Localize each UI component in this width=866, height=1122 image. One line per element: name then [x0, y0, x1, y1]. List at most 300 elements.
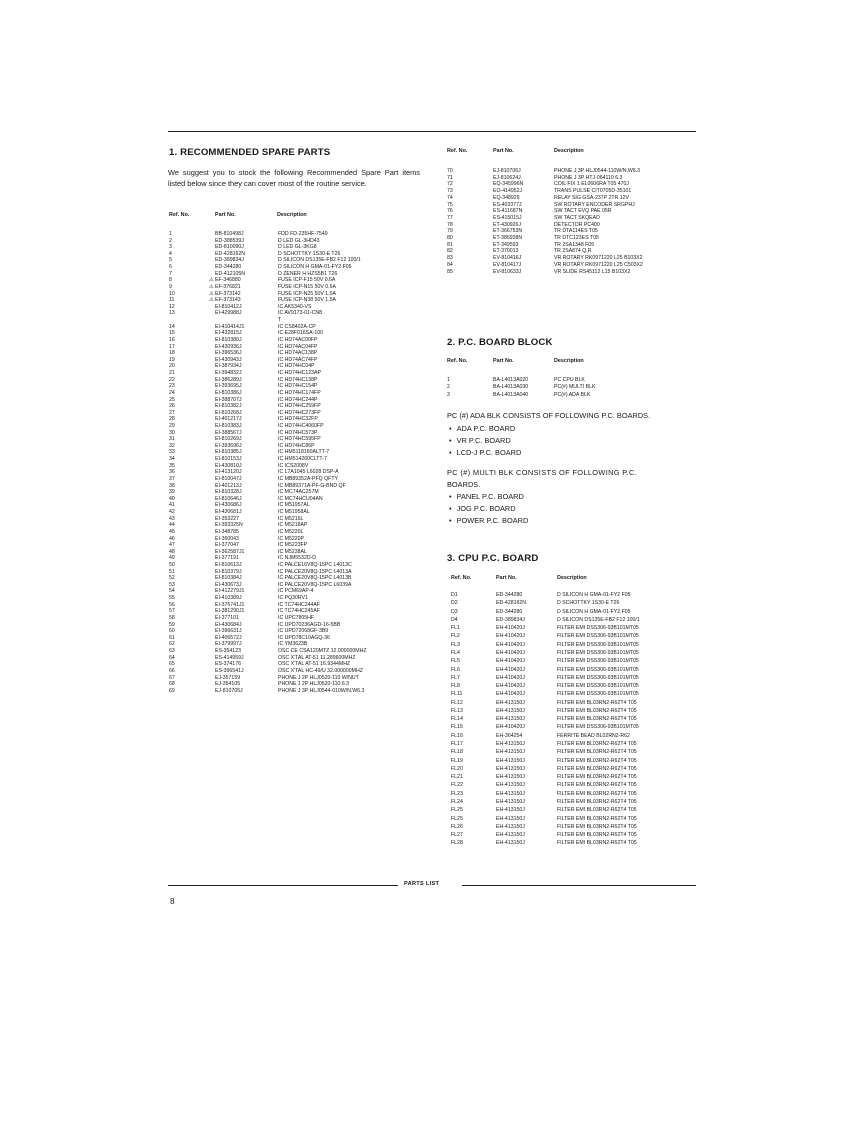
part-no-cell: EH-413150J — [496, 741, 525, 748]
ref-no-cell: 36 — [169, 469, 175, 476]
part-no-cell: ES-403377J — [493, 201, 522, 208]
description-cell: RELAY SIG GSA-237P 2TR 12V — [554, 194, 629, 201]
part-no-cell: BA-L4013A030 — [493, 384, 529, 391]
ref-no-cell: FL15 — [451, 724, 463, 731]
table-row — [447, 600, 709, 607]
part-no-cell: EH-413150J — [496, 799, 525, 805]
table-row — [447, 215, 709, 222]
ref-no-cell: 9 — [169, 283, 172, 290]
footer-rule-left — [168, 885, 398, 886]
part-no-cell: EI-360043 — [215, 535, 239, 542]
part-no-cell: ET-349593 — [493, 241, 519, 248]
description-cell: FILTER EMI DSS306-93B101MT05 — [557, 683, 639, 690]
part-no-cell: EI-810268J — [215, 409, 242, 416]
description-cell: SW ROTARY ENCODER SRGPHJ — [554, 201, 635, 208]
ref-no-cell: 16 — [169, 336, 175, 343]
part-no-cell: EI-412279J1 — [215, 588, 245, 595]
part-no-cell: EI-348785 — [215, 528, 239, 535]
part-no-cell: EH-413150J — [496, 707, 525, 714]
ref-no-cell: 1 — [169, 231, 172, 237]
ref-no-cell: 58 — [169, 614, 175, 621]
ref-no-cell: FL12 — [451, 699, 463, 706]
ref-no-cell: 3 — [447, 391, 450, 398]
ref-no-cell: D2 — [451, 600, 458, 607]
description-cell: D SCHOTTKY 1S30-E T26 — [278, 250, 341, 257]
part-no-cell: EI-377047 — [215, 542, 239, 549]
part-no-cell: EH-410420J — [496, 666, 525, 673]
ref-no-cell: 35 — [169, 462, 175, 469]
description-cell: IC L7A1045 L6028 DSP-A — [278, 469, 339, 476]
table-row — [447, 683, 709, 690]
header-description: Description — [554, 148, 584, 154]
ref-no-cell: FL6 — [451, 666, 460, 673]
description-cell: PC(#) MULTI BLK — [554, 384, 596, 391]
description-cell: IC M5218AP — [278, 522, 308, 529]
part-no-cell: EI-401213J — [215, 482, 242, 489]
ref-no-cell: 65 — [169, 661, 175, 668]
part-no-cell: ED-344280 — [215, 264, 242, 271]
ref-no-cell: 57 — [169, 608, 175, 615]
ref-no-cell: D1 — [451, 592, 458, 598]
part-no-cell: EI-432815J — [215, 330, 242, 337]
table-row — [447, 617, 709, 624]
description-cell: IC AV9173-01-CN8 — [278, 310, 323, 317]
ref-no-cell: 39 — [169, 489, 175, 496]
table-row — [447, 691, 709, 698]
description-cell: FILTER EMI DSS306-93B101MT05 — [557, 649, 639, 656]
description-cell: FILTER EMI DSS306-93B101MT05 — [557, 633, 639, 640]
part-no-cell: EJ-354105 — [215, 681, 241, 688]
ref-no-cell: 81 — [447, 241, 453, 248]
ref-no-cell: FL19 — [451, 757, 463, 764]
description-cell: FILTER EMI BL03RN2-R62T4 T05 — [557, 807, 637, 814]
table-row — [447, 758, 709, 765]
description-cell: FILTER EMI DSS306-93B101MT05 — [557, 724, 639, 731]
header-part-no: Part No. — [493, 148, 514, 154]
ref-no-cell: 29 — [169, 422, 175, 429]
ref-no-cell: 31 — [169, 436, 175, 443]
ref-no-cell: 55 — [169, 595, 175, 602]
part-no-cell: ES-354123 — [215, 648, 241, 655]
description-cell: SW TACT EVQ PAE 05R — [554, 208, 612, 215]
ref-no-cell: 34 — [169, 456, 175, 463]
ref-no-cell: 38 — [169, 482, 175, 489]
part-no-cell: EI-810328J — [215, 489, 242, 496]
part-no-cell: EH-410420J — [496, 649, 525, 656]
description-cell: IC MC74HCU04AN — [278, 495, 323, 502]
part-no-cell: EJ-810705J — [215, 687, 243, 694]
ref-no-cell: FL2 — [451, 633, 460, 640]
description-cell: PHONE J 2P HLJ0520-110 W/NUT — [278, 674, 359, 681]
table-row — [447, 188, 709, 195]
description-cell: FUSE ICP-F15 50V 0.6A — [278, 277, 336, 284]
ref-no-cell: 76 — [447, 208, 453, 215]
part-no-cell: EI-376741J1 — [215, 601, 245, 608]
table-row — [447, 175, 709, 182]
part-no-cell: EH-413150J — [496, 790, 525, 797]
part-no-cell: EV-810416J — [493, 255, 522, 262]
part-no-cell: EI-810047J — [215, 475, 242, 482]
part-no-cell: ET-370013 — [493, 248, 519, 255]
table-row — [447, 642, 709, 649]
description-cell: IC AK5340-VS — [278, 303, 312, 310]
part-no-cell: EH-413150J — [496, 699, 525, 706]
ref-no-cell: 22 — [169, 376, 175, 383]
description-cell: IC HD74HC86P — [278, 442, 315, 449]
table-row — [447, 807, 709, 814]
description-cell: PC CPU BLK — [554, 377, 585, 383]
ref-no-cell: 63 — [169, 648, 175, 655]
part-no-cell: EQ-345996N — [493, 181, 524, 188]
vr-board-item: • VR P.C. BOARD — [449, 435, 511, 447]
description-cell: IC HD74HC32FP — [278, 416, 318, 423]
part-no-cell: EI-353227 — [215, 515, 239, 522]
table-row — [447, 675, 709, 682]
ref-no-cell: 78 — [447, 221, 453, 228]
part-no-cell: EH-410420J — [496, 625, 525, 632]
part-no-cell: BA-L4013A020 — [493, 377, 529, 383]
table-row — [447, 782, 709, 789]
ref-no-cell: 12 — [169, 303, 175, 310]
part-no-cell: EI-396536J — [215, 350, 242, 357]
part-no-cell: EH-364254 — [496, 732, 523, 739]
table-row — [447, 791, 709, 798]
table-row — [447, 377, 709, 384]
description-cell: VR SLIDE RS45112 L15 B103X2 — [554, 268, 631, 275]
description-cell: D SCHOTTKY 1S30-E T26 — [557, 600, 620, 607]
ref-no-cell: 69 — [169, 687, 175, 694]
ref-no-cell: 85 — [447, 268, 453, 275]
ref-no-cell: 45 — [169, 528, 175, 535]
table-row — [447, 774, 709, 781]
ref-no-cell: FL8 — [451, 683, 460, 690]
description-cell: FUSE ICP-N38 50V 1.5A — [278, 297, 336, 304]
ref-no-cell: 26 — [169, 403, 175, 410]
description-cell: PHONE J 3P HLJ0544-110W/N,W6.3 — [554, 168, 641, 174]
table-row — [447, 741, 709, 748]
part-no-cell: ED-412105N — [215, 270, 245, 277]
part-no-cell: EI-430686J — [215, 502, 242, 509]
description-cell: IC HD74HC244P — [278, 396, 318, 403]
ref-no-cell: 52 — [169, 575, 175, 582]
ref-no-cell: 50 — [169, 562, 175, 568]
table-row — [447, 255, 709, 262]
part-no-cell: EH-413150J — [496, 774, 525, 781]
description-cell: IC HD74AC74FP — [278, 356, 318, 363]
ref-no-cell: 60 — [169, 628, 175, 635]
part-no-cell: BB-810498J — [215, 231, 244, 237]
description-cell: IC UPD72068GF-3B9 — [278, 628, 329, 635]
ref-no-cell: 67 — [169, 674, 175, 681]
part-no-cell: EQ-348929 — [493, 194, 520, 201]
ref-no-cell: FL22 — [451, 782, 463, 789]
part-no-cell: EF-376821 — [215, 283, 241, 290]
description-cell: VR ROTARY RK0971220 L25 B103X2 — [554, 255, 643, 262]
part-no-cell: EH-410420J — [496, 633, 525, 640]
table-row — [447, 766, 709, 773]
description-cell: IC UPD70236AGD-16-5BB — [278, 621, 341, 628]
ref-no-cell: 83 — [447, 255, 453, 262]
part-no-cell: EH-410420J — [496, 658, 525, 665]
ref-no-cell: 71 — [447, 174, 453, 181]
part-no-cell: ET-386938N — [493, 235, 523, 241]
ref-no-cell: FL16 — [451, 732, 463, 739]
table-row — [447, 222, 709, 229]
part-no-cell: ES-414959J — [215, 654, 244, 661]
ref-no-cell: 80 — [447, 235, 453, 241]
ref-no-cell: FL23 — [451, 790, 463, 797]
ref-no-cell: 54 — [169, 588, 175, 595]
table-row — [447, 650, 709, 657]
description-cell: IC HD74HC4060FP — [278, 422, 324, 429]
part-no-cell: ES-374176 — [215, 661, 241, 668]
part-no-cell: ED-344280 — [496, 592, 523, 598]
description-cell: IC M5238AL — [278, 548, 307, 555]
description-cell: OSC X'TAL HC-49/U 32.000000MHZ — [278, 667, 363, 674]
description-cell: IC HD74AC04FP — [278, 343, 318, 350]
ref-no-cell: 56 — [169, 601, 175, 608]
description-cell: IC CS8402A-CP — [278, 323, 316, 330]
ref-no-cell: 2 — [447, 384, 450, 391]
description-cell: PHONE J 3P HLJ0544-010W/N,W6.3 — [278, 687, 365, 694]
table-row — [447, 248, 709, 255]
part-no-cell: EJ-810624J — [493, 174, 521, 181]
part-no-cell: EI-393696J — [215, 442, 242, 449]
table-row — [447, 235, 709, 242]
panel-board-item: • PANEL P.C. BOARD — [449, 491, 524, 503]
description-cell: IC HD74HC573P — [278, 429, 318, 436]
table-row — [447, 269, 709, 276]
table-row — [447, 749, 709, 756]
spare-parts-title: 1. RECOMMENDED SPARE PARTS — [169, 147, 331, 158]
warning-icon: ⚠ — [209, 297, 214, 304]
ref-no-cell: FL5 — [451, 658, 460, 665]
ref-no-cell: 74 — [447, 194, 453, 201]
ref-no-cell: 8 — [169, 277, 172, 284]
description-cell: D ZENER H HZS5B1 T26 — [278, 270, 338, 277]
table-row — [447, 816, 709, 823]
ref-no-cell: 27 — [169, 409, 175, 416]
description-cell: VR ROTARY RK0971220 L25 C503X2 — [554, 261, 643, 268]
table-row — [447, 824, 709, 831]
description-cell: IC M51958AL — [278, 509, 310, 516]
part-no-cell: EH-413150J — [496, 716, 525, 723]
part-no-cell: EI-388707J — [215, 396, 242, 403]
ref-no-cell: 30 — [169, 429, 175, 436]
part-no-cell: EI-810385J — [215, 449, 242, 456]
part-no-cell: EI-810379J — [215, 568, 242, 575]
ref-no-cell: 84 — [447, 261, 453, 268]
description-cell: IC PALCE20V8Q-15PC L4013A — [278, 568, 352, 575]
warning-icon: ⚠ — [209, 277, 214, 284]
table-row — [447, 667, 709, 674]
pc-board-block-title: 2. P.C. BOARD BLOCK — [447, 337, 553, 348]
table-row — [447, 181, 709, 188]
part-no-cell: EI-381290J1 — [215, 608, 245, 615]
ref-no-cell: FL3 — [451, 641, 460, 648]
part-no-cell: EI-379997J — [215, 641, 242, 648]
page-number: 8 — [170, 896, 175, 906]
ref-no-cell: 47 — [169, 542, 175, 549]
part-no-cell: EI-386289J — [215, 376, 242, 383]
multi-blk-note-line1: PC (#) MULTI BLK CONSISTS OF FOLLOWING P.C. — [447, 468, 638, 477]
part-no-cell: ED-428162N — [496, 600, 526, 607]
header-ref-no: Ref. No. — [169, 212, 190, 218]
table-row — [168, 688, 436, 695]
table-row — [447, 733, 709, 740]
ref-no-cell: 62 — [169, 641, 175, 648]
warning-icon: ⚠ — [209, 283, 214, 290]
ref-no-cell: FL18 — [451, 749, 463, 756]
description-cell: IC YM3623B — [278, 641, 308, 648]
ref-no-cell: 53 — [169, 581, 175, 588]
header-part-no: Part No. — [215, 212, 236, 218]
ref-no-cell: 82 — [447, 248, 453, 255]
footer-label: PARTS LIST — [404, 881, 440, 887]
description-cell: FILTER EMI BL03RN2-R62T4 T05 — [557, 757, 637, 764]
ref-no-cell: 40 — [169, 495, 175, 502]
ref-no-cell: 37 — [169, 475, 175, 482]
description-cell: DETECTOR PC400 — [554, 221, 600, 228]
ref-no-cell: FL14 — [451, 716, 463, 723]
ref-no-cell: 61 — [169, 634, 175, 641]
description-cell: IC UPC7805HF — [278, 614, 315, 621]
description-cell: D SILICON H GMA-01-FY2 F05 — [278, 264, 352, 271]
warning-icon: ⚠ — [209, 290, 214, 297]
table-row — [447, 799, 709, 806]
description-cell: IC M51957AL — [278, 502, 310, 509]
description-cell: IC M5223FP — [278, 542, 308, 549]
ref-no-cell: 66 — [169, 667, 175, 674]
ref-no-cell: 48 — [169, 548, 175, 555]
ref-no-cell: 43 — [169, 515, 175, 522]
description-cell: D SILICON DS135E-FB2 F12 100/1 — [278, 257, 361, 264]
description-cell: PHONE J 3P HTJ-064110 6.3 — [554, 174, 623, 181]
description-cell: IC HD74HC273FP — [278, 409, 321, 416]
description-cell: TR 2SA874 Q,R — [554, 248, 592, 255]
ref-no-cell: 46 — [169, 535, 175, 542]
part-no-cell: EJ-810706J — [493, 168, 521, 174]
table-row — [447, 168, 709, 175]
part-no-cell: ED-428162N — [215, 250, 245, 257]
lcd-board-item: • LCD-J P.C. BOARD — [449, 447, 521, 459]
part-no-cell: ED-344280 — [496, 608, 523, 615]
description-cell: FILTER EMI DSS306-93B101MT05 — [557, 674, 639, 681]
ref-no-cell: FL25 — [451, 815, 463, 822]
description-cell: IC HD74HC123AP — [278, 370, 321, 377]
header-ref-no: Ref. No. — [447, 148, 468, 154]
ref-no-cell: FL21 — [451, 774, 463, 781]
header-description: Description — [277, 212, 307, 218]
ref-no-cell: FL7 — [451, 674, 460, 681]
description-cell: IC MC74AC257M — [278, 489, 319, 496]
description-cell: FILTER EMI DSS306-93B101MT05 — [557, 641, 639, 648]
description-cell: TRANS PULSE CIT0705D-35101 — [554, 188, 632, 195]
part-no-cell: EI-396631J — [215, 628, 242, 635]
part-no-cell: EI-377101 — [215, 614, 239, 621]
ref-no-cell: 13 — [169, 310, 175, 317]
part-no-cell: EI-377191 — [215, 555, 239, 562]
part-no-cell: EH-410420J — [496, 724, 525, 731]
description-cell: T — [278, 317, 282, 324]
table-row — [447, 384, 709, 391]
part-no-cell: EI-387934J — [215, 363, 242, 370]
ref-no-cell: FL25 — [451, 807, 463, 814]
ref-no-cell: 15 — [169, 330, 175, 337]
part-no-cell: ES-411687N — [493, 208, 523, 215]
table-row — [447, 392, 709, 399]
description-cell: FILTER EMI BL03RN2-R62T4 T05 — [557, 823, 637, 830]
part-no-cell: EH-413150J — [496, 807, 525, 814]
ref-no-cell: 72 — [447, 181, 453, 188]
part-no-cell: EI-810383J — [215, 422, 242, 429]
description-cell: IC HD74HC174FP — [278, 389, 321, 396]
part-no-cell: EI-810269J — [215, 436, 242, 443]
description-cell: PC(#) ADA BLK — [554, 391, 591, 398]
power-board-item: • POWER P.C. BOARD — [449, 515, 528, 527]
description-cell: FILTER EMI BL03RN2-R62T4 T05 — [557, 790, 637, 797]
part-no-cell: EH-413150J — [496, 757, 525, 764]
description-cell: OSC X'TAL AT-51 16.9344MHZ — [278, 661, 351, 668]
table-row — [447, 202, 709, 209]
part-no-cell: EV-810633J — [493, 268, 522, 275]
ref-no-cell: 10 — [169, 290, 175, 297]
part-no-cell: EF-373143 — [215, 297, 241, 304]
table-row — [447, 195, 709, 202]
ref-no-cell: 59 — [169, 621, 175, 628]
jog-board-item: • JOG P.C. BOARD — [449, 503, 516, 515]
table-row — [447, 208, 709, 215]
ref-no-cell: D3 — [451, 608, 458, 615]
description-cell: IC ICS2008V — [278, 462, 309, 469]
table-row — [447, 262, 709, 269]
ref-no-cell: 41 — [169, 502, 175, 509]
ref-no-cell: 79 — [447, 228, 453, 235]
ref-no-cell: 1 — [447, 377, 450, 383]
part-no-cell: EI-810646J — [215, 495, 242, 502]
table-row — [447, 592, 709, 599]
ref-no-cell: 23 — [169, 383, 175, 390]
description-cell: IC TC74HC245AF — [278, 608, 320, 615]
part-no-cell: EH-410420J — [496, 691, 525, 698]
description-cell: TR 2SA1348 F05 — [554, 241, 595, 248]
ref-no-cell: 51 — [169, 568, 175, 575]
description-cell: COIL FIX 1 EL0606RA T05 470J — [554, 181, 629, 188]
ref-no-cell: 18 — [169, 350, 175, 357]
part-no-cell: EI-810412J — [215, 303, 242, 310]
table-row — [447, 658, 709, 665]
part-no-cell: EI-406572J — [215, 634, 242, 641]
ref-no-cell: 33 — [169, 449, 175, 456]
description-cell: PHONE J 2P HLJ0520-110 6.3 — [278, 681, 350, 688]
ref-no-cell: 4 — [169, 250, 172, 257]
ref-no-cell: FL28 — [451, 840, 463, 847]
part-no-cell: EI-430684J — [215, 621, 242, 628]
part-no-cell: EH-413150J — [496, 840, 525, 847]
part-no-cell: EI-430810J — [215, 462, 242, 469]
table-row — [447, 724, 709, 731]
part-no-cell: EI-810613J — [215, 562, 242, 568]
part-no-cell: EV-810417J — [493, 261, 522, 268]
ref-no-cell: 75 — [447, 201, 453, 208]
part-no-cell: ET-430926J — [493, 221, 521, 228]
part-no-cell: EH-410420J — [496, 674, 525, 681]
part-no-cell: EH-413150J — [496, 823, 525, 830]
table-row — [447, 228, 709, 235]
ref-no-cell: 68 — [169, 681, 175, 688]
table-row — [447, 609, 709, 616]
table-row — [447, 708, 709, 715]
